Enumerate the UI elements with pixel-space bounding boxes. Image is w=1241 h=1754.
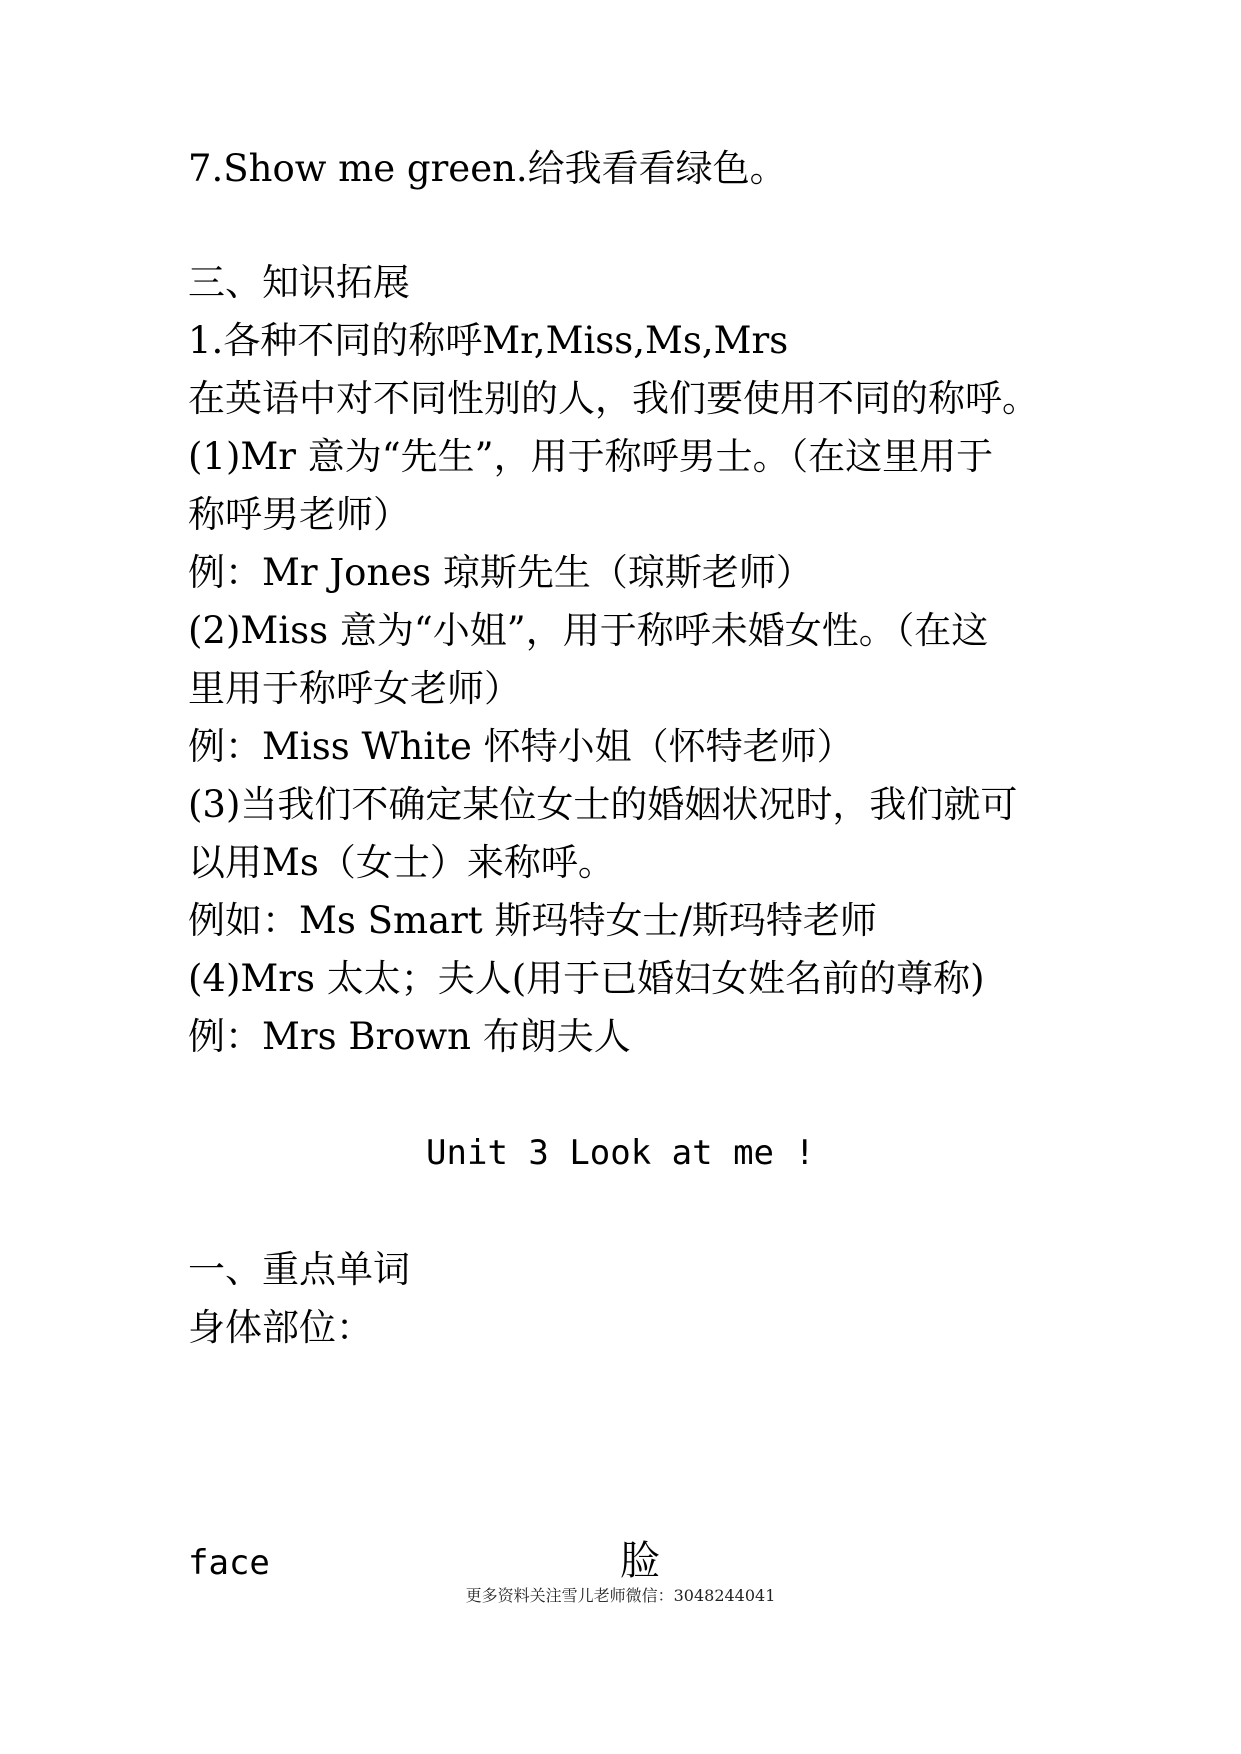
paragraph-line: 以用Ms（女士）来称呼。 (188, 841, 615, 884)
paragraph-line: 里用于称呼女老师） (188, 667, 521, 710)
example-line: 例如：Ms Smart 斯玛特女士/斯玛特老师 (188, 899, 877, 942)
paragraph-line: (4)Mrs 太太；夫人(用于已婚妇女姓名前的尊称) (188, 957, 985, 1000)
paragraph-line: 称呼男老师） (188, 493, 410, 536)
example-line: 例：Mrs Brown 布朗夫人 (188, 1015, 631, 1058)
category-label-body-parts: 身体部位： (188, 1306, 373, 1349)
vocab-english: face (188, 1543, 270, 1583)
unit-title: Unit 3 Look at me ! (426, 1133, 815, 1173)
vocab-row (188, 1536, 1088, 1586)
paragraph-line: 在英语中对不同性别的人，我们要使用不同的称呼。 (188, 377, 1039, 420)
section-heading-key-words: 一、重点单词 (188, 1248, 410, 1291)
paragraph-line: (1)Mr 意为“先生”，用于称呼男士。（在这里用于 (188, 435, 994, 478)
topic-heading-titles: 1.各种不同的称呼Mr,Miss,Ms,Mrs (188, 319, 789, 362)
example-line: 例：Miss White 怀特小姐（怀特老师） (188, 725, 854, 768)
paragraph-line: (3)当我们不确定某位女士的婚姻状况时，我们就可 (188, 783, 1018, 826)
paragraph-line: (2)Miss 意为“小姐”，用于称呼未婚女性。（在这 (188, 609, 989, 652)
vocab-chinese: 脸 (620, 1538, 660, 1584)
footer-watermark: 更多资料关注雪儿老师微信：3048244041 (465, 1586, 776, 1605)
vocab-sentence-7: 7.Show me green.给我看看绿色。 (188, 147, 787, 190)
example-line: 例：Mr Jones 琼斯先生（琼斯老师） (188, 551, 813, 594)
section-heading-knowledge-extension: 三、知识拓展 (188, 261, 410, 304)
